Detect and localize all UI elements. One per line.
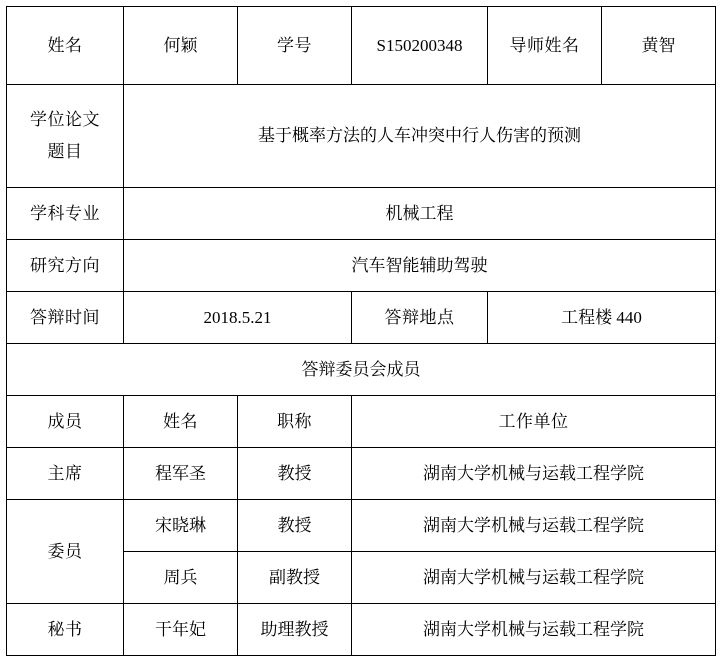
committee-role-chair: 主席 (7, 448, 124, 500)
committee-header-role: 成员 (7, 396, 124, 448)
committee-member-title: 教授 (238, 448, 352, 500)
advisor-value: 黄智 (602, 7, 716, 85)
table-row-major (7, 188, 716, 240)
committee-member-title: 副教授 (238, 552, 352, 604)
committee-header-unit: 工作单位 (352, 396, 716, 448)
table-row (7, 500, 716, 552)
committee-member-name: 程军圣 (124, 448, 238, 500)
committee-role-member: 委员 (7, 500, 124, 604)
table-row-thesis-title (7, 85, 716, 188)
thesis-defense-table (6, 6, 716, 656)
major-label: 学科专业 (7, 188, 124, 240)
committee-member-unit: 湖南大学机械与运载工程学院 (352, 552, 716, 604)
committee-role-secretary: 秘书 (7, 604, 124, 656)
research-direction-label: 研究方向 (7, 240, 124, 292)
committee-member-title: 助理教授 (238, 604, 352, 656)
table-row-committee-headers (7, 396, 716, 448)
student-id-label: 学号 (238, 7, 352, 85)
table-row-research-direction (7, 240, 716, 292)
defense-place-label: 答辩地点 (352, 292, 488, 344)
committee-section-title: 答辩委员会成员 (7, 344, 716, 396)
thesis-title-value: 基于概率方法的人车冲突中行人伤害的预测 (124, 85, 716, 188)
committee-member-unit: 湖南大学机械与运载工程学院 (352, 500, 716, 552)
thesis-title-label-line2: 题目 (47, 142, 83, 161)
defense-time-label: 答辩时间 (7, 292, 124, 344)
committee-member-unit: 湖南大学机械与运载工程学院 (352, 448, 716, 500)
name-label: 姓名 (7, 7, 124, 85)
committee-header-name: 姓名 (124, 396, 238, 448)
table-row (7, 604, 716, 656)
committee-member-name: 周兵 (124, 552, 238, 604)
table-row (7, 448, 716, 500)
thesis-title-label (7, 85, 124, 188)
name-value: 何颖 (124, 7, 238, 85)
student-id-value: S150200348 (352, 7, 488, 85)
table-row-committee-heading (7, 344, 716, 396)
research-direction-value: 汽车智能辅助驾驶 (124, 240, 716, 292)
defense-time-value: 2018.5.21 (124, 292, 352, 344)
major-value: 机械工程 (124, 188, 716, 240)
advisor-label: 导师姓名 (488, 7, 602, 85)
thesis-title-label-line1: 学位论文 (30, 109, 100, 129)
committee-member-title: 教授 (238, 500, 352, 552)
committee-member-unit: 湖南大学机械与运载工程学院 (352, 604, 716, 656)
committee-member-name: 干年妃 (124, 604, 238, 656)
table-row-basic-info (7, 7, 716, 85)
committee-header-title: 职称 (238, 396, 352, 448)
table-row-defense-time-place (7, 292, 716, 344)
defense-place-value: 工程楼 440 (488, 292, 716, 344)
committee-member-name: 宋晓琳 (124, 500, 238, 552)
